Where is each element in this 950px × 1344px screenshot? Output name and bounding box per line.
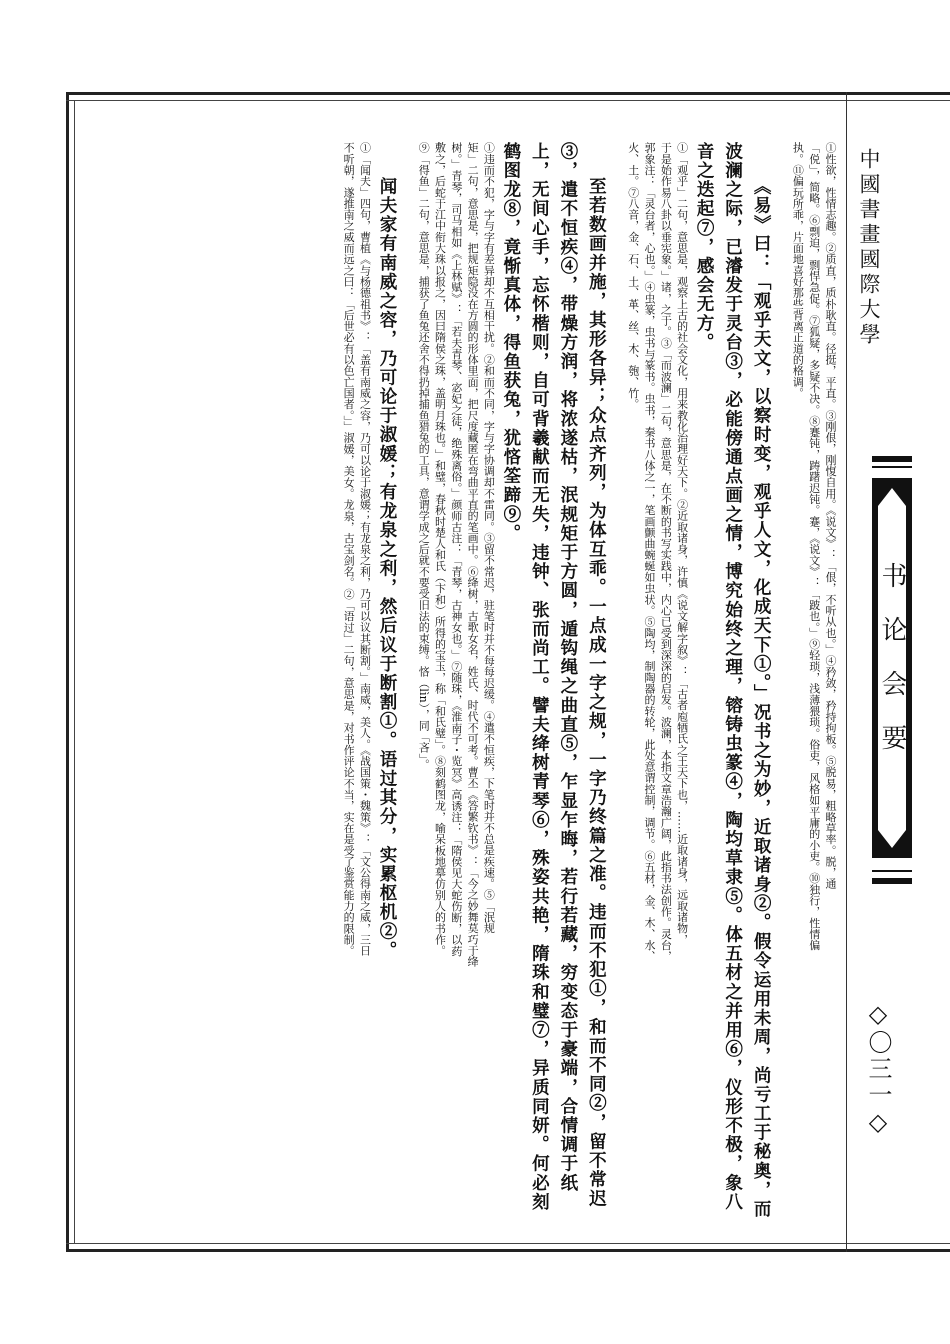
title-ornament-bar	[872, 456, 912, 462]
footnote-line: 火、土。⑦八音，金、石、土、革、丝、木、匏、竹。	[626, 142, 640, 410]
footnote-line: 矩」二句，意思是，把规矩隐没在方圆的形体里面，把尺度藏匿在弯曲平直的笔画中。⑥绛树，古歌女名，姓氏、时代不可考。曹丕《答繁钦书》：「今之妙舞莫巧于绛	[466, 142, 480, 968]
footnote-line: 执。⑪偏玩所乖，片面地喜好那些背离正道的格调。	[791, 142, 805, 399]
page-number: ◇〇三一◇	[864, 1000, 892, 1138]
main-paragraph: 至若数画并施，其形各异；众点齐列，为体互乖。一点成一字之规，一字乃终篇之准。违而不犯①，和而不同②，留不常迟③，遣不恒疾④，带燥方润，将浓遂枯，泯规矩于方圆，遁钩绳之曲直⑤，乍显乍晦，若行若藏，穷变态于豪端，合情调于纸上，无间心手，忘怀楷则，自可背羲献而无失，违钟、张而尚工。譬夫绛树青琴⑥，殊姿共艳，隋珠和璧⑦，异质同妍。何必刻鹤图龙⑧，竟惭真体，得鱼获兔，犹悋筌蹄⑨。	[500, 142, 607, 1212]
book-title: 书论会要	[877, 562, 907, 778]
main-text-area	[100, 142, 838, 1222]
footnote-line: ①「观乎」二句，意思是，观察上古的社会文化，用来教化治理好天下。②近取诸身，许慎《说文解字叙》：「古者庖牺氏之王天下也，……近取诸身，远取诸物，	[675, 142, 689, 945]
footnote-line: 郭象注：「灵台者，心也。」④虫篆，虫书与篆书。虫书，秦书八体之一，笔画颤曲蜿蜒如虫状。⑤陶均，制陶器的转轮，此处意谓控制，调节。⑥五材，金、木、水、	[643, 142, 657, 962]
footnote-line: ⑨「得鱼」二句，意思是，捕获了鱼兔还舍不得扔掉捕鱼猎兔的工具，意谓学成之后就不要受旧法的束缚。悋（lìn），同「吝」。	[417, 142, 431, 770]
inner-border-top	[66, 100, 950, 101]
footnote-line: 「侻」，简略。⑥剽迫，剽悍急促。⑦狐疑，多疑不决。⑧蹇钝，踌躇迟钝。蹇，《说文》：「跛也。」⑨轻琐，浅薄猥琐。俗吏，风格如平庸的小吏。⑩独行，性情偏	[807, 142, 821, 951]
title-ornament-line	[872, 466, 912, 468]
university-title: 中國書畫國際大學	[857, 148, 881, 348]
footnote-line: 敷之，后蛇于江中衔大珠以报之，因曰隋侯之珠，盖明月珠也。」和璧，春秋时楚人和氏（卞和）所得的宝玉，称「和氏璧」。⑧刻鹤图龙，喻呆板地摹仿别人的书作。	[433, 142, 447, 957]
side-strip-divider	[846, 92, 847, 1252]
footnote-line: 树。」青琴，司马相如《上林赋》：「若夫青琴、宓妃之徒，绝殊离俗。」颜师古注：「青琴，古神女也。」⑦随珠，《淮南子・览冥》高诱注：「隋侯见大蛇伤断，以药	[449, 142, 463, 957]
title-ornament-line-bottom	[872, 870, 912, 872]
footnote-line: ①「闻夫」四句，曹植《与杨德祖书》：「盖有南威之容，乃可以论于淑媛；有龙泉之利，乃可以议其断割。」南威，美人。《战国策・魏策》：「文公得南之威，三日	[358, 142, 372, 957]
footnote-line: ①性欲，性情志趣。②质直，质朴耿直。径挺，平直。③刚佷，刚愎自用。《说文》：「佷，不听从也。」④矜敛，矜持拘板。⑤脱易，粗略草率。脱，通	[824, 142, 837, 890]
inner-border-bottom	[66, 1243, 950, 1244]
inner-border-left	[74, 100, 75, 1244]
title-ornament-bar-bottom	[872, 878, 912, 884]
main-paragraph: 闻夫家有南威之容，乃可论于淑媛；有龙泉之利，然后议于断割①。语过其分，实累枢机②。	[376, 177, 397, 961]
main-paragraph: 《易》曰：「观乎天文，以察时变，观乎人文，化成天下①。」况书之为妙，近取诸身②。假令运用未周，尚亏工于秘奥，而波澜之际，已濬发于灵台③，必能傍通点画之情，博究始终之理，镕铸虫篆④，陶均草隶⑤。体五材之并用⑥，仪形不极，象八音之迭起⑦，感会无方。	[694, 142, 772, 1219]
footnote-line: 于是始作易八卦以垂宪象。」诸，之于。③「而波澜」二句，意思是，在不断的书写实践中，内心已受到深深的启发。波澜，本指文章浩瀚广阔，此指书法创作。灵台，	[659, 142, 673, 962]
footnote-line: ①违而不犯，字与字有差异却不互相干扰。②和而不同，字与字协调却不雷同。③留不常迟，驻笔时并不每每迟缓。④遣不恒疾，下笔时并不总是疾速。⑤「泯规	[482, 142, 496, 934]
footnote-line: 不听朝，遂推南之威而远之曰：「后世必有以色亡国者。」」淑媛，美女。龙泉，古宝剑名。②「语过」二句，意思是，对书作评论不当，实在是受了鉴赏能力的限制。	[342, 142, 356, 957]
